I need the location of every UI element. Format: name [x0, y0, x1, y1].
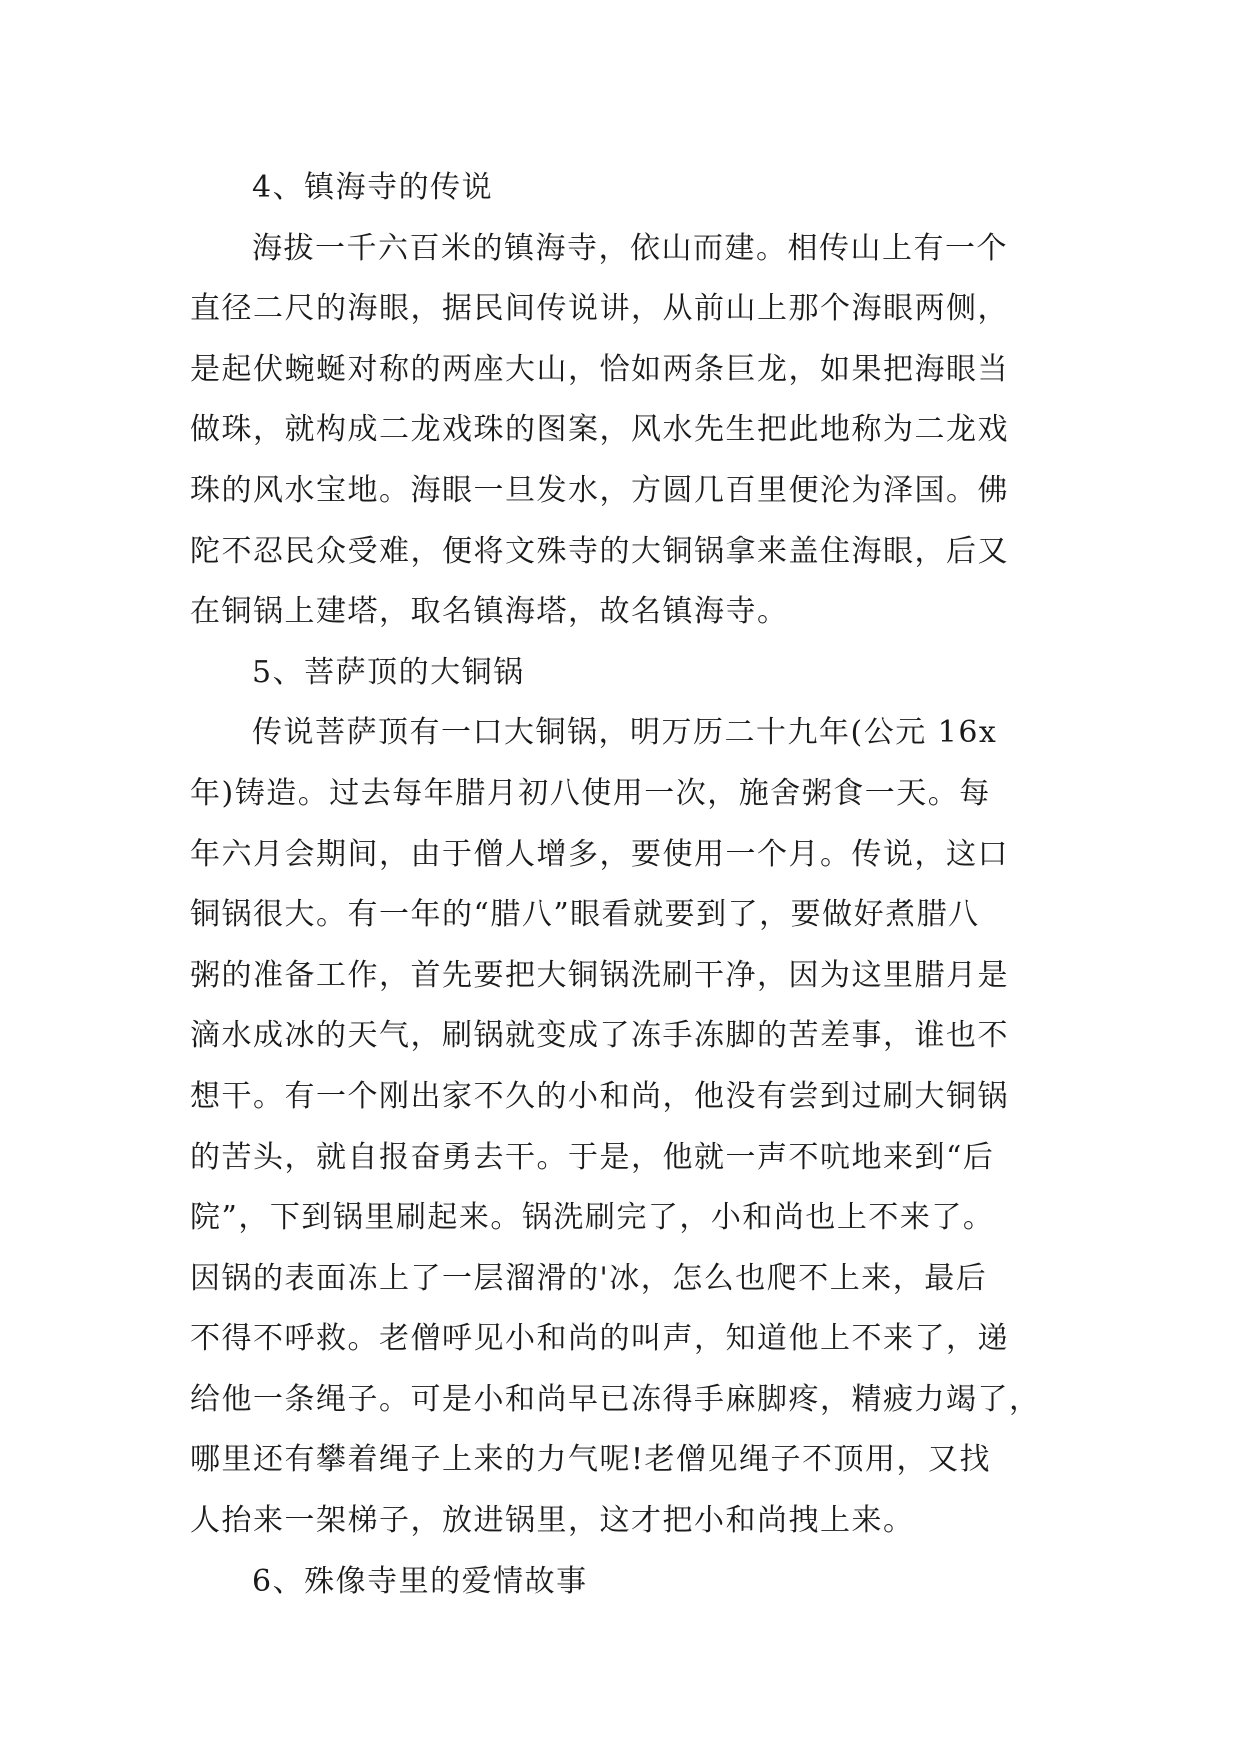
section-heading-5: 5、菩萨顶的大铜锅 — [252, 654, 525, 690]
paragraph-line: 直径二尺的海眼，据民间传说讲，从前山上那个海眼两侧， — [190, 291, 1009, 327]
paragraph-line: 想干。有一个刚出家不久的小和尚，他没有尝到过刷大铜锅 — [190, 1078, 1009, 1114]
paragraph-line: 铜锅很大。有一年的“腊八”眼看就要到了，要做好煮腊八 — [190, 897, 980, 933]
paragraph-line: 的苦头，就自报奋勇去干。于是，他就一声不吭地来到“后 — [190, 1139, 995, 1175]
paragraph-line: 给他一条绳子。可是小和尚早已冻得手麻脚疼，精疲力竭了， — [190, 1381, 1041, 1417]
paragraph-line: 年六月会期间，由于僧人增多，要使用一个月。传说，这口 — [190, 836, 1009, 872]
paragraph-line: 传说菩萨顶有一口大铜锅，明万历二十九年(公元 16x — [252, 715, 998, 751]
paragraph-line: 珠的风水宝地。海眼一旦发水，方圆几百里便沦为泽国。佛 — [190, 472, 1009, 508]
paragraph-line: 粥的准备工作，首先要把大铜锅洗刷干净，因为这里腊月是 — [190, 957, 1009, 993]
section-heading-6: 6、殊像寺里的爱情故事 — [252, 1563, 588, 1599]
paragraph-line: 年)铸造。过去每年腊月初八使用一次，施舍粥食一天。每 — [190, 775, 991, 811]
document-body — [190, 158, 1070, 1612]
paragraph-line: 院”，下到锅里刷起来。锅洗刷完了，小和尚也上不来了。 — [190, 1200, 995, 1236]
paragraph-line: 做珠，就构成二龙戏珠的图案，风水先生把此地称为二龙戏 — [190, 412, 1009, 448]
section-heading-4: 4、镇海寺的传说 — [252, 170, 494, 205]
paragraph-line: 滴水成冰的天气，刷锅就变成了冻手冻脚的苦差事，谁也不 — [190, 1018, 1009, 1054]
paragraph-line: 陀不忍民众受难，便将文殊寺的大铜锅拿来盖住海眼，后又 — [190, 533, 1009, 569]
paragraph-line: 不得不呼救。老僧呼见小和尚的叫声，知道他上不来了，递 — [190, 1321, 1009, 1357]
paragraph-line: 在铜锅上建塔，取名镇海塔，故名镇海寺。 — [190, 594, 789, 630]
paragraph-line: 人抬来一架梯子，放进锅里，这才把小和尚拽上来。 — [190, 1503, 915, 1539]
paragraph-line: 因锅的表面冻上了一层溜滑的'冰，怎么也爬不上来，最后 — [190, 1260, 988, 1296]
paragraph-line: 哪里还有攀着绳子上来的力气呢!老僧见绳子不顶用，又找 — [190, 1442, 992, 1478]
paragraph-line: 是起伏蜿蜒对称的两座大山，恰如两条巨龙，如果把海眼当 — [190, 351, 1009, 387]
paragraph-line: 海拔一千六百米的镇海寺，依山而建。相传山上有一个 — [252, 230, 1008, 266]
